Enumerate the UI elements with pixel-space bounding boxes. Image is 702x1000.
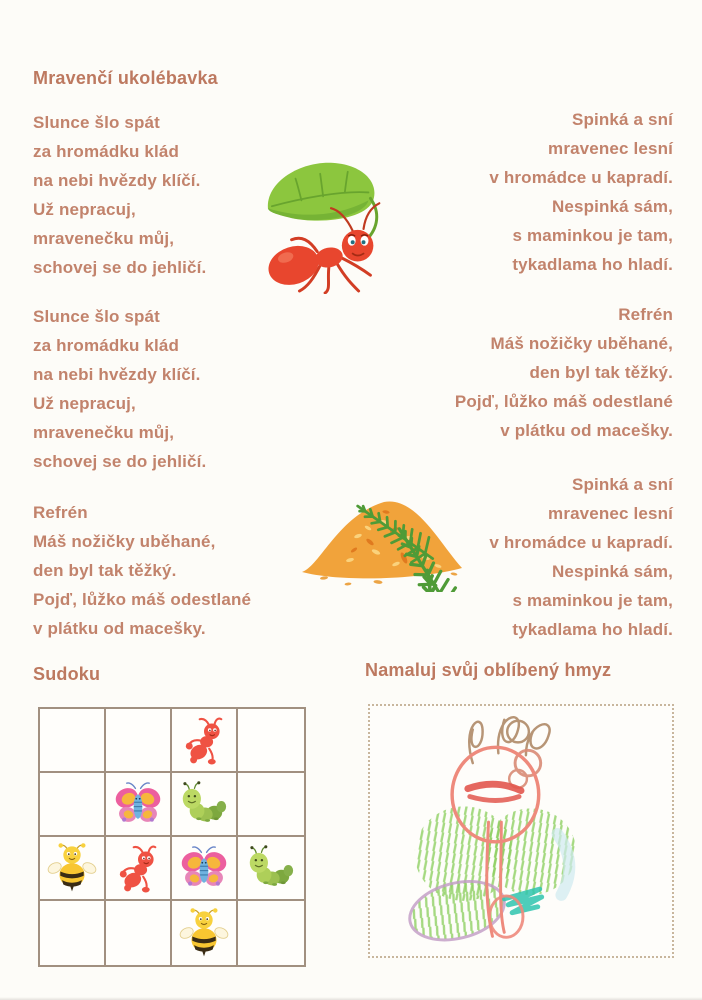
lyric-line: den byl tak těžký.	[529, 363, 673, 382]
lyric-line: Spinká a sní	[571, 110, 673, 129]
butterfly-icon	[178, 842, 230, 894]
lyric-line: den byl tak těžký.	[33, 561, 177, 580]
page-title: Mravenčí ukolébavka	[33, 68, 218, 88]
sudoku-cell-empty	[40, 901, 106, 965]
sudoku-cell-caterpillar	[238, 837, 304, 901]
lyrics-stanza-2-right	[489, 470, 673, 644]
lyric-line: Už nepracuj,	[33, 394, 136, 413]
lyric-line: za hromádku klád	[33, 142, 179, 161]
sudoku-cell-butterfly	[106, 773, 172, 837]
drawing-box	[368, 704, 674, 958]
lyric-line: Refrén	[618, 305, 673, 324]
sudoku-cell-bee	[40, 837, 106, 901]
child-crayon-drawing	[370, 706, 672, 956]
lyric-line: Nespinká sám,	[551, 562, 673, 581]
lyric-line: tykadlama ho hladí.	[512, 255, 673, 274]
bee-icon	[178, 907, 230, 959]
lyrics-stanza-2-left	[33, 302, 206, 476]
lyric-line: Pojď, lůžko máš odestlané	[33, 590, 252, 609]
lyrics-stanza-1-right	[489, 105, 673, 279]
lyric-line: na nebi hvězdy klíčí.	[33, 171, 201, 190]
lyric-line: Slunce šlo spát	[33, 307, 160, 326]
lyric-line: v hromádce u kapradí.	[489, 168, 673, 187]
lyric-line: Refrén	[33, 503, 88, 522]
lyric-line: Máš nožičky uběhané,	[33, 532, 216, 551]
lyric-line: v hromádce u kapradí.	[489, 533, 673, 552]
lyric-line: s maminkou je tam,	[512, 591, 673, 610]
sudoku-cell-butterfly	[172, 837, 238, 901]
caterpillar-icon	[178, 778, 230, 830]
caterpillar-icon	[245, 842, 297, 894]
lyrics-stanza-1-left	[33, 108, 206, 282]
sudoku-cell-ant	[106, 837, 172, 901]
lyric-line: v plátku od macešky.	[33, 619, 206, 638]
ant-icon	[112, 842, 164, 894]
lyric-line: v plátku od macešky.	[500, 421, 673, 440]
lyric-line: na nebi hvězdy klíčí.	[33, 365, 201, 384]
sudoku-cell-ant	[172, 709, 238, 773]
lyric-line: za hromádku klád	[33, 336, 179, 355]
sudoku-cell-empty	[238, 901, 304, 965]
lyric-line: mravenec lesní	[548, 139, 673, 158]
sudoku-heading: Sudoku	[33, 664, 101, 684]
draw-section-heading: Namaluj svůj oblíbený hmyz	[365, 660, 612, 680]
lyrics-refrain-right	[455, 300, 673, 445]
lyric-line: Spinká a sní	[571, 475, 673, 494]
lyric-line: Slunce šlo spát	[33, 113, 160, 132]
lyric-line: mravenečku můj,	[33, 423, 175, 442]
ant-icon	[178, 714, 230, 766]
lyric-line: s maminkou je tam,	[512, 226, 673, 245]
lyric-line: schovej se do jehličí.	[33, 258, 207, 277]
lyric-line: mravenec lesní	[548, 504, 673, 523]
lyric-line: Máš nožičky uběhané,	[490, 334, 673, 353]
bee-icon	[46, 842, 98, 894]
lyric-line: Pojď, lůžko máš odestlané	[454, 392, 673, 411]
sudoku-cell-caterpillar	[172, 773, 238, 837]
fern-and-anthill-illustration	[258, 466, 470, 592]
lyric-line: mravenečku můj,	[33, 229, 175, 248]
sudoku-cell-bee	[172, 901, 238, 965]
lyric-line: Už nepracuj,	[33, 200, 136, 219]
sudoku-cell-empty	[238, 709, 304, 773]
lyrics-refrain-left	[33, 498, 251, 643]
butterfly-icon	[112, 778, 164, 830]
sudoku-cell-empty	[40, 709, 106, 773]
sudoku-cell-empty	[106, 709, 172, 773]
lyric-line: schovej se do jehličí.	[33, 452, 207, 471]
sudoku-cell-empty	[106, 901, 172, 965]
sudoku-grid	[38, 707, 306, 967]
lyric-line: Nespinká sám,	[551, 197, 673, 216]
lyric-line: tykadlama ho hladí.	[512, 620, 673, 639]
ant-with-leaf-illustration	[262, 152, 400, 294]
sudoku-cell-empty	[238, 773, 304, 837]
sudoku-cell-empty	[40, 773, 106, 837]
